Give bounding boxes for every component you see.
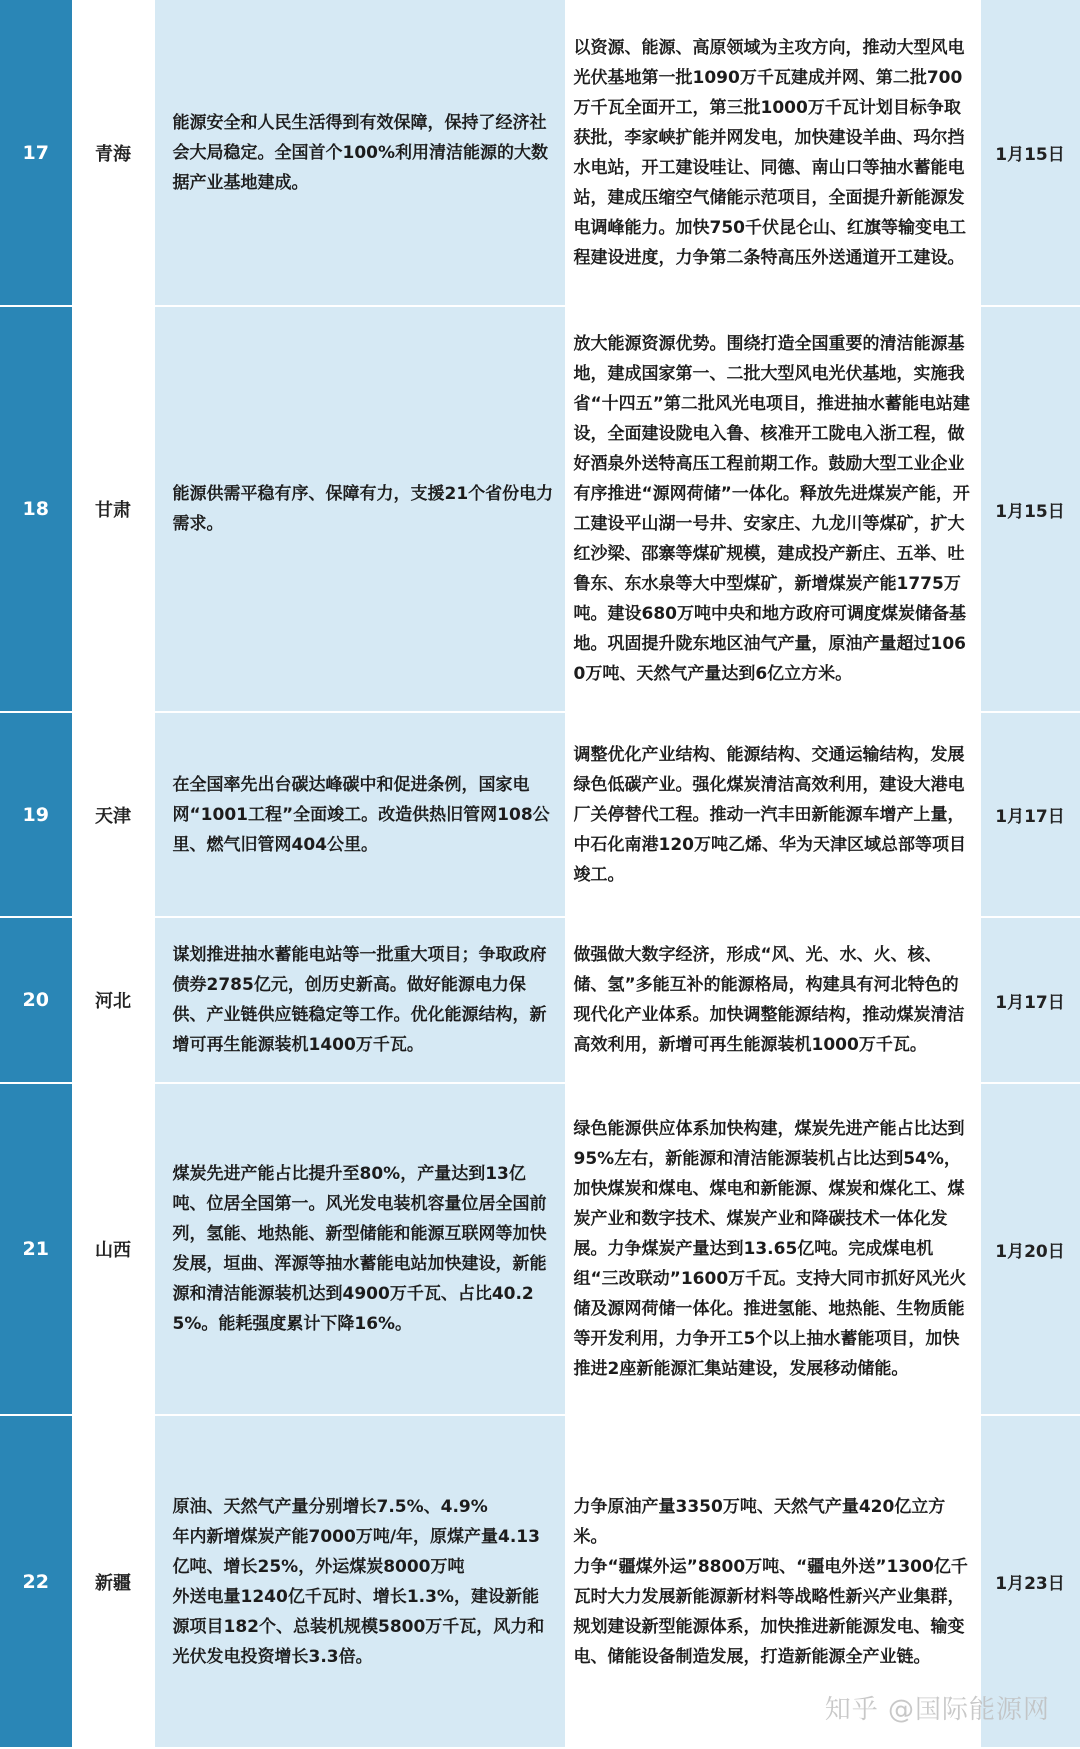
- plans-cell: [565, 0, 980, 306]
- row-number: 17: [0, 0, 72, 306]
- plans-cell: [565, 712, 980, 917]
- province-name: 山西: [72, 1083, 154, 1415]
- province-name: 青海: [72, 0, 154, 306]
- achievements-text: 能源安全和人民生活得到有效保障，保持了经济社会大局稳定。全国首个100%利用清洁能源的大数据产业基地建成。: [173, 108, 555, 198]
- release-date: 1月15日: [980, 0, 1080, 306]
- achievements-text: 能源供需平稳有序、保障有力，支援21个省份电力需求。: [173, 479, 555, 539]
- achievements-text: 谋划推进抽水蓄能电站等一批重大项目；争取政府债券2785亿元，创历史新高。做好能源电力保供、产业链供应链稳定等工作。优化能源结构，新增可再生能源装机1400万千瓦。: [173, 940, 555, 1060]
- plans-text: 以资源、能源、高原领域为主攻方向，推动大型风电光伏基地第一批1090万千瓦建成并网、第二批700万千瓦全面开工，第三批1000万千瓦计划目标争取获批，李家峡扩能并网发电，加快建设羊曲、玛尔挡水电站，开工建设哇让、同德、南山口等抽水蓄能电站，建成压缩空气储能示范项目，全面提升新能源发电调峰能力。加快750千伏昆仑山、红旗等输变电工程建设进度，力争第二条特高压外送通道开工建设。: [574, 33, 972, 273]
- province-name: 新疆: [72, 1415, 154, 1748]
- province-name: 甘肃: [72, 306, 154, 712]
- achievements-cell: [154, 1083, 565, 1415]
- release-date: 1月15日: [980, 306, 1080, 712]
- release-date: 1月20日: [980, 1083, 1080, 1415]
- watermark-text: 知乎 @国际能源网: [825, 1689, 1050, 1726]
- row-number: 19: [0, 712, 72, 917]
- table-row: [0, 1083, 1080, 1415]
- table-row: [0, 917, 1080, 1083]
- row-number: 21: [0, 1083, 72, 1415]
- province-name: 河北: [72, 917, 154, 1083]
- achievements-cell: [154, 917, 565, 1083]
- row-number: 20: [0, 917, 72, 1083]
- row-number: 22: [0, 1415, 72, 1748]
- achievements-text: 煤炭先进产能占比提升至80%，产量达到13亿吨、位居全国第一。风光发电装机容量位居全国前列，氢能、地热能、新型储能和能源互联网等加快发展，垣曲、浑源等抽水蓄能电站加快建设，新能源和清洁能源装机达到4900万千瓦、占比40.25%。能耗强度累计下降16%。: [173, 1159, 555, 1339]
- table-row: [0, 0, 1080, 306]
- plans-cell: [565, 917, 980, 1083]
- plans-text: 做强做大数字经济，形成“风、光、水、火、核、储、氢”多能互补的能源格局，构建具有河北特色的现代化产业体系。加快调整能源结构，推动煤炭清洁高效利用，新增可再生能源装机1000万千瓦。: [574, 940, 972, 1060]
- plans-text: 绿色能源供应体系加快构建，煤炭先进产能占比达到95%左右，新能源和清洁能源装机占比达到54%，加快煤炭和煤电、煤电和新能源、煤炭和煤化工、煤炭产业和数字技术、煤炭产业和降碳技术一体化发展。力争煤炭产量达到13.65亿吨。完成煤电机组“三改联动”1600万千瓦。支持大同市抓好风光火储及源网荷储一体化。推进氢能、地热能、生物质能等开发利用，力争开工5个以上抽水蓄能项目，加快推进2座新能源汇集站建设，发展移动储能。: [574, 1114, 972, 1384]
- release-date: 1月17日: [980, 712, 1080, 917]
- achievements-cell: [154, 712, 565, 917]
- achievements-cell: [154, 306, 565, 712]
- achievements-cell: [154, 0, 565, 306]
- plans-cell: [565, 1083, 980, 1415]
- achievements-text: 原油、天然气产量分别增长7.5%、4.9% 年内新增煤炭产能7000万吨/年，原煤产量4.13亿吨、增长25%，外运煤炭8000万吨 外送电量1240亿千瓦时、增长1.3%，建设新能源项目182个、总装机规模5800万千瓦，风力和光伏发电投资增长3.3倍。: [173, 1492, 555, 1672]
- release-date: 1月23日: [980, 1415, 1080, 1748]
- plans-text: 力争原油产量3350万吨、天然气产量420亿立方米。 力争“疆煤外运”8800万吨、“疆电外送”1300亿千瓦时大力发展新能源新材料等战略性新兴产业集群，规划建设新型能源体系，加快推进新能源发电、输变电、储能设备制造发展，打造新能源全产业链。: [574, 1492, 972, 1672]
- plans-cell: [565, 306, 980, 712]
- plans-text: 放大能源资源优势。围绕打造全国重要的清洁能源基地，建成国家第一、二批大型风电光伏基地，实施我省“十四五”第二批风光电项目，推进抽水蓄能电站建设，全面建设陇电入鲁、核准开工陇电入浙工程，做好酒泉外送特高压工程前期工作。鼓励大型工业企业有序推进“源网荷储”一体化。释放先进煤炭产能，开工建设平山湖一号井、安家庄、九龙川等煤矿，扩大红沙梁、邵寨等煤矿规模，建成投产新庄、五举、吐鲁东、东水泉等大中型煤矿，新增煤炭产能1775万吨。建设680万吨中央和地方政府可调度煤炭储备基地。巩固提升陇东地区油气产量，原油产量超过1060万吨、天然气产量达到6亿立方米。: [574, 329, 972, 689]
- plans-text: 调整优化产业结构、能源结构、交通运输结构，发展绿色低碳产业。强化煤炭清洁高效利用，建设大港电厂关停替代工程。推动一汽丰田新能源车增产上量，中石化南港120万吨乙烯、华为天津区域总部等项目竣工。: [574, 740, 972, 890]
- province-name: 天津: [72, 712, 154, 917]
- table-row: [0, 712, 1080, 917]
- release-date: 1月17日: [980, 917, 1080, 1083]
- achievements-text: 在全国率先出台碳达峰碳中和促进条例，国家电网“1001工程”全面竣工。改造供热旧管网108公里、燃气旧管网404公里。: [173, 770, 555, 860]
- table-row: [0, 306, 1080, 712]
- achievements-cell: [154, 1415, 565, 1748]
- row-number: 18: [0, 306, 72, 712]
